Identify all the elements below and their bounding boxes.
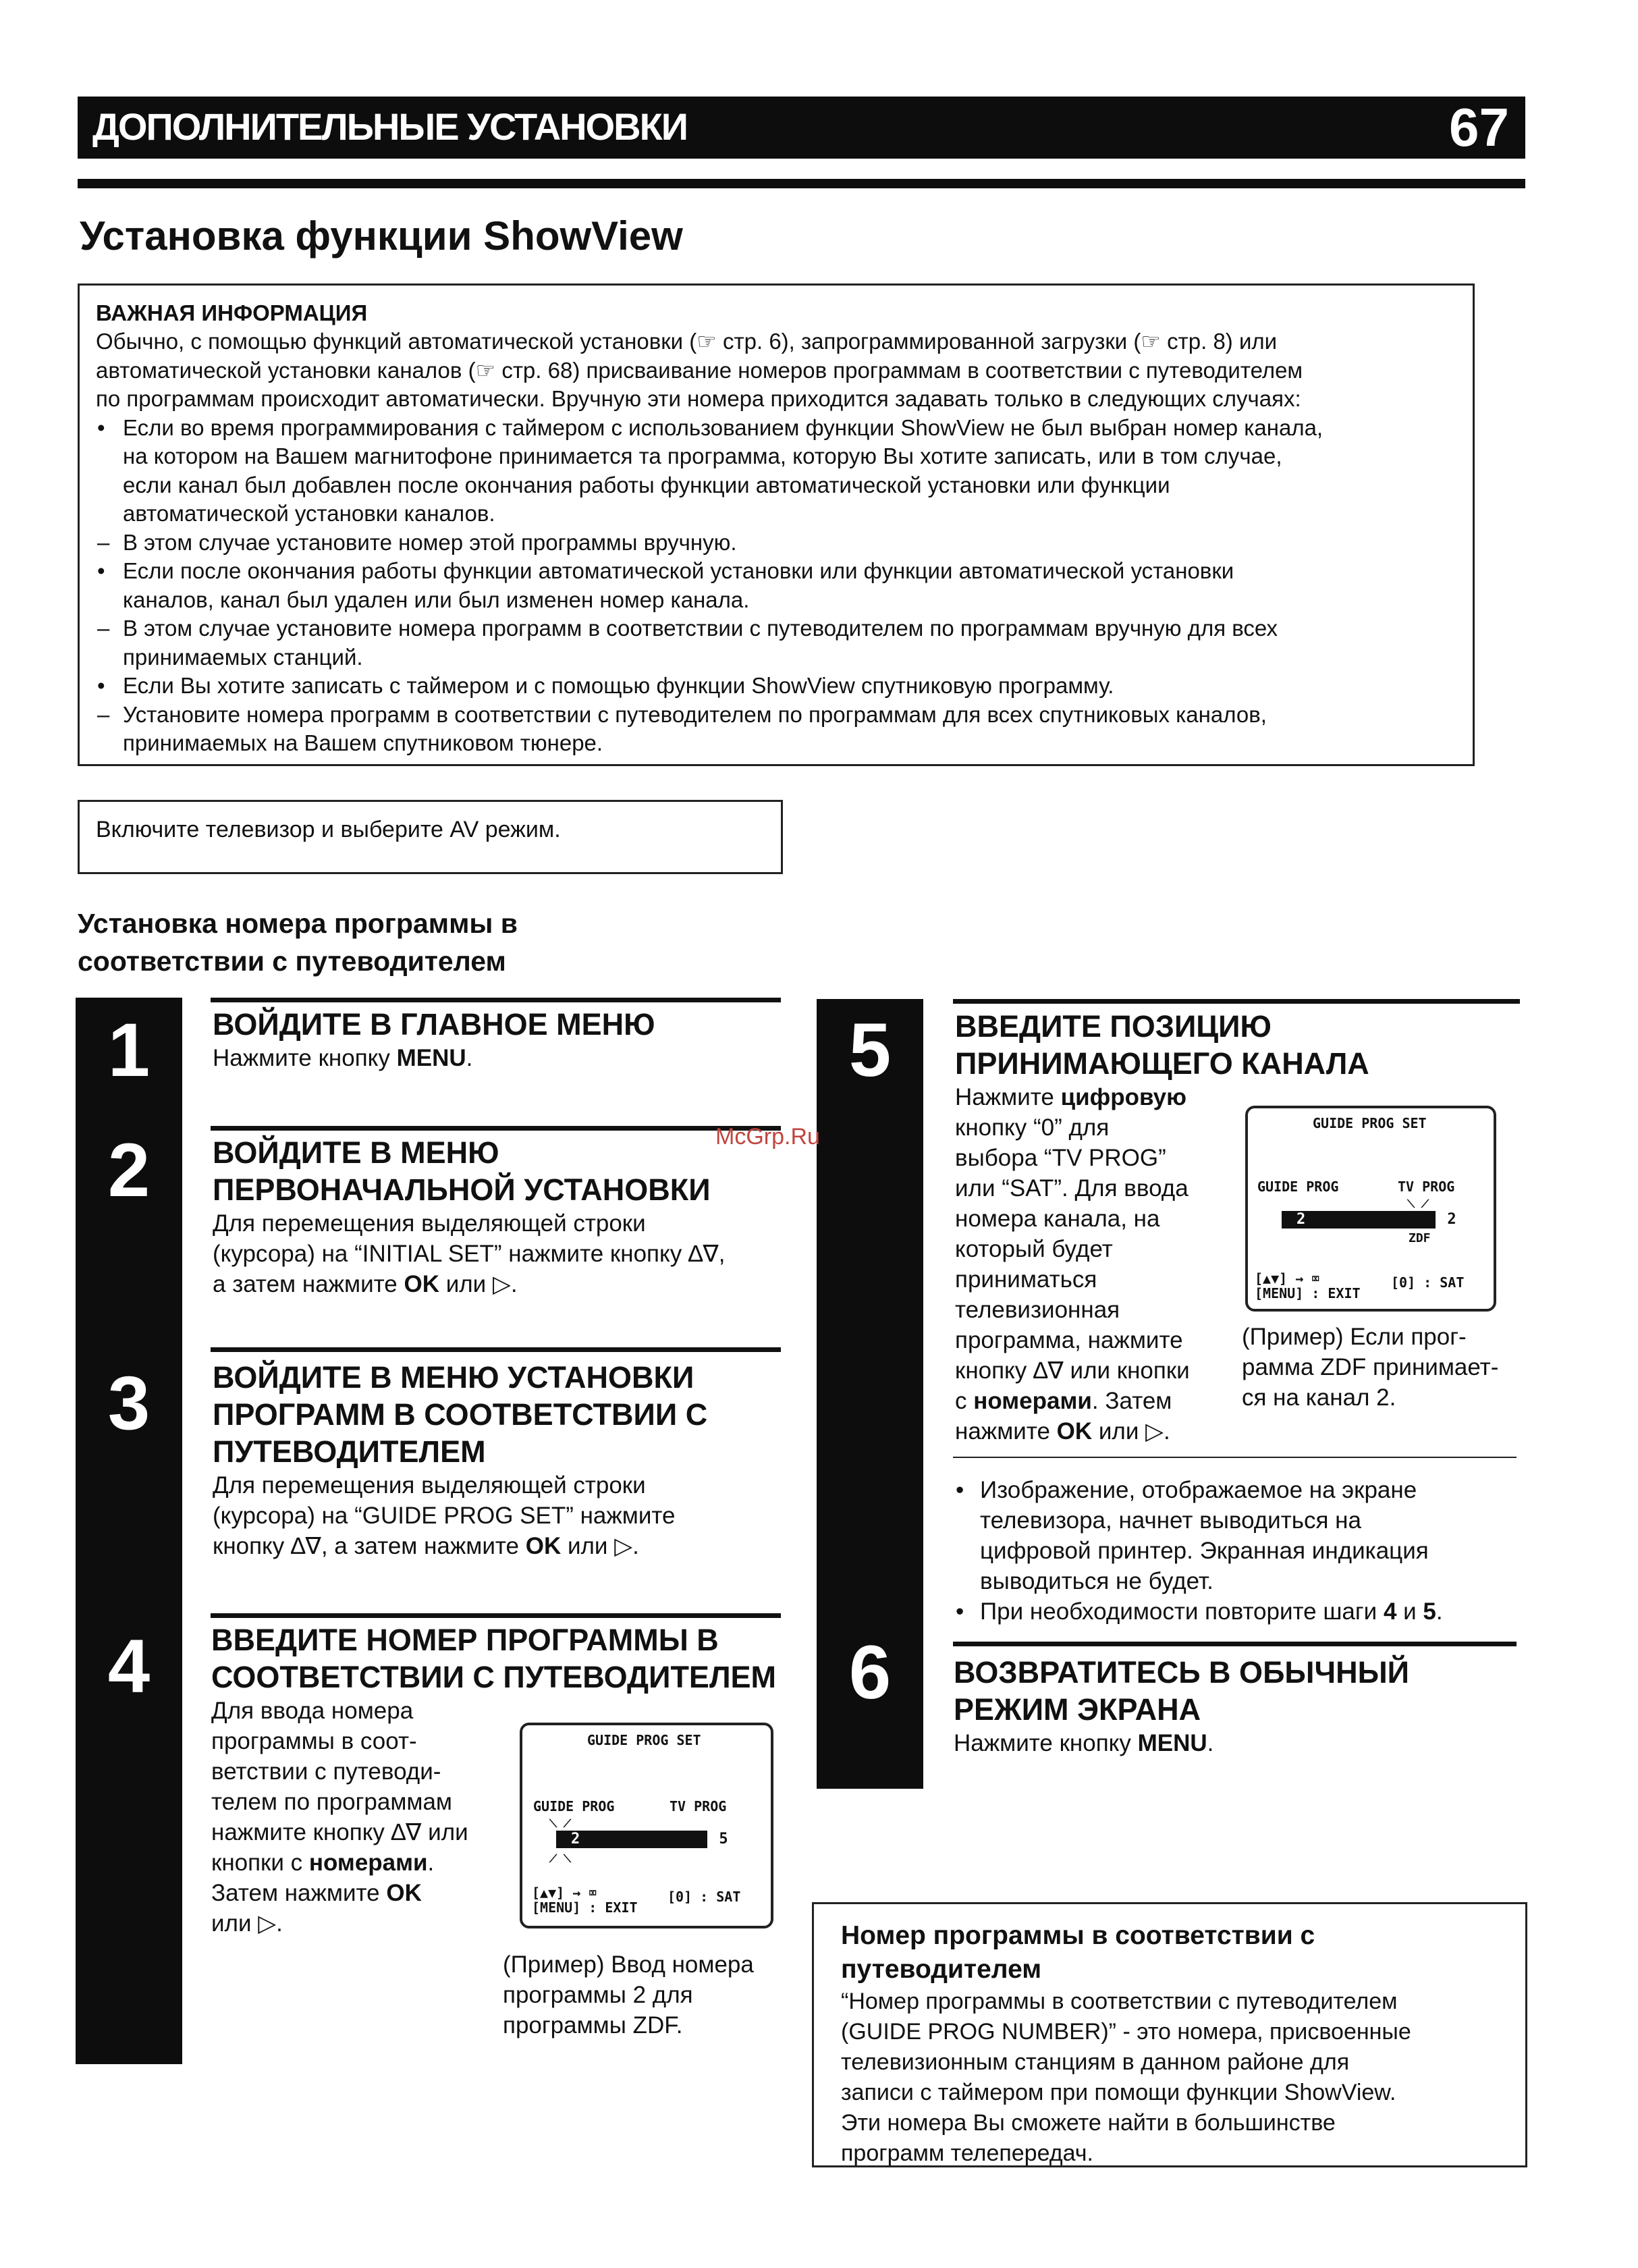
guide-prog-screen-example-2: GUIDE PROG SET GUIDE PROG TV PROG ⟍ ⟋ 2 2 ZDF [▲▼] → ⌧ [MENU] : EXIT [0] : SAT <box>1245 1106 1496 1312</box>
step-6 <box>954 1654 1409 1758</box>
page-number: 67 <box>1449 97 1509 157</box>
important-intro-1: Обычно, с помощью функций автоматической установки (☞ стр. 6), запрограммированной загрузки (☞ стр. 8) или <box>96 329 1278 354</box>
step-4-title-1: ВВЕДИТЕ НОМЕР ПРОГРАММЫ В <box>211 1623 719 1657</box>
header-bar <box>78 97 1525 159</box>
step-6-body: Нажмите кнопку MENU. <box>954 1730 1214 1756</box>
step-1-rule <box>211 998 781 1002</box>
step-1-title: ВОЙДИТЕ В ГЛАВНОЕ МЕНЮ <box>213 1007 655 1042</box>
list-item: – В этом случае установите номера программ в соответствии с путеводителем по программам вручную для всех принимаемых станций. <box>97 616 1278 670</box>
tv-note-box <box>78 800 783 874</box>
important-heading: ВАЖНАЯ ИНФОРМАЦИЯ <box>96 300 368 325</box>
step-4-rule <box>211 1613 781 1618</box>
step-1 <box>213 1006 655 1073</box>
guide-prog-screen-example-1: GUIDE PROG SET GUIDE PROG TV PROG ⟍ ⟋ 2 5 ⟋ ⟍ [▲▼] → ⌧ [MENU] : EXIT [0] : SAT <box>520 1723 773 1928</box>
step-number-4: 4 <box>107 1624 151 1708</box>
important-intro-2: автоматической установки каналов (☞ стр. 68) присваивание номеров программам в соответствии с путеводителем <box>96 357 1303 383</box>
watermark-text: McGrp.Ru <box>715 1124 820 1150</box>
page-title: Установка функции ShowView <box>80 213 683 259</box>
step-number-6: 6 <box>848 1630 892 1714</box>
list-item: – В этом случае установите номер этой программы вручную. <box>97 529 737 555</box>
tv-note: Включите телевизор и выберите AV режим. <box>96 817 561 842</box>
step-5-title-2: ПРИНИМАЮЩЕГО КАНАЛА <box>955 1046 1369 1081</box>
step-6-title-2: РЕЖИМ ЭКРАНА <box>954 1692 1201 1727</box>
step-2: ВОЙДИТЕ В МЕНЮ ПЕРВОНАЧАЛЬНОЙ УСТАНОВКИ Для перемещения выделяющей строки (курсора) на “INITIAL SET” нажмите кнопку ∆∇, а затем нажмите OK или ▷. <box>213 1135 726 1297</box>
step-number-5: 5 <box>848 1008 892 1092</box>
note-item: • Изображение, отображаемое на экране телевизора, начнет выводиться на цифровой принтер. Экранная индикация выводиться не будет. <box>956 1477 1429 1594</box>
step-6-rule <box>953 1642 1517 1646</box>
notes <box>953 1475 1513 1627</box>
info-box-title-2: путеводителем <box>841 1955 1042 1984</box>
step-2-title-1: ВОЙДИТЕ В МЕНЮ <box>213 1135 499 1170</box>
step-2-title-2: ПЕРВОНАЧАЛЬНОЙ УСТАНОВКИ <box>213 1172 711 1207</box>
info-box-title-1: Номер программы в соответствии с <box>841 1921 1315 1950</box>
step-column-right <box>817 999 923 1789</box>
step-5-rule <box>953 999 1520 1004</box>
important-info-box <box>78 284 1475 766</box>
list-item: • Если во время программирования с таймером с использованием функции ShowView не был выбран номер канала, на котором на Вашем магнитофоне принимается та программа, которую Вы хотите записать, или в том случае, если канал был добавлен после окончания работы функции автоматической установки или функции автоматической установки каналов. <box>97 414 1323 526</box>
list-item: • Если Вы хотите записать с таймером и с помощью функции ShowView спутниковую программу. <box>97 673 1114 698</box>
important-intro-3: по программам происходит автоматически. Вручную эти номера приходится задавать только в следующих случаях: <box>96 386 1301 411</box>
header-title: ДОПОЛНИТЕЛЬНЫЕ УСТАНОВКИ <box>92 105 688 148</box>
step-3-rule <box>211 1347 781 1352</box>
step-5-caption: (Пример) Если прог- рамма ZDF принимает- ся на канал 2. <box>1242 1324 1499 1411</box>
step-3: ВОЙДИТЕ В МЕНЮ УСТАНОВКИ ПРОГРАММ В СООТВЕТСТВИИ С ПУТЕВОДИТЕЛЕМ Для перемещения выделяющей строки (курсора) на “GUIDE PROG SET” нажмите кнопку ∆∇, а затем нажмите OK или ▷. <box>213 1360 708 1559</box>
list-item: – Установите номера программ в соответствии с путеводителем по программам для всех спутниковых каналов, принимаемых на Вашем спутниковом тюнере. <box>97 701 1267 755</box>
step-5-title-1: ВВЕДИТЕ ПОЗИЦИЮ <box>955 1009 1272 1044</box>
tv-prog-cursor-bar: 2 2 <box>1282 1211 1468 1228</box>
guide-prog-cursor-bar: 2 5 <box>556 1831 740 1848</box>
step-6-title-1: ВОЗВРАТИТЕСЬ В ОБЫЧНЫЙ <box>954 1655 1409 1690</box>
step-4: ВВЕДИТЕ НОМЕР ПРОГРАММЫ В СООТВЕТСТВИИ С ПУТЕВОДИТЕЛЕМ Для ввода номера программы в соот- ветствии с путеводи- телем по программам нажмите кнопку ∆∇ или кнопки с номерами. Затем нажмите OK или ▷. <box>211 1623 777 1937</box>
step-3-title-2: ПРОГРАММ В СООТВЕТСТВИИ С <box>213 1397 708 1432</box>
note-item: • При необходимости повторите шаги 4 и 5. <box>956 1598 1443 1625</box>
guide-prog-number-info-box: Номер программы в соответствии с путеводителем “Номер программы в соответствии с путеводителем (GUIDE PROG NUMBER)” - это номера, присвоенные телевизионным станциям в данном районе для записи с таймером при помощи функции ShowView. Эти номера Вы сможете найти в большинстве программ телепередач. <box>812 1902 1527 2167</box>
step-4-caption: (Пример) Ввод номера программы 2 для программы ZDF. <box>503 1951 754 2039</box>
step-5: ВВЕДИТЕ ПОЗИЦИЮ ПРИНИМАЮЩЕГО КАНАЛА Нажмите цифровую кнопку “0” для выбора “TV PROG” или “SAT”. Для ввода номера канала, на который будет приниматься телевизионная программа, нажмите кнопку ∆∇ или кнопки с номерами. Затем нажмите OK или ▷. <box>955 1009 1369 1444</box>
step-3-title-1: ВОЙДИТЕ В МЕНЮ УСТАНОВКИ <box>213 1360 694 1395</box>
section-title: Установка номера программы в соответствии с путеводителем <box>78 908 518 977</box>
step-3-title-3: ПУТЕВОДИТЕЛЕМ <box>213 1434 486 1469</box>
step-column-left <box>76 998 182 2064</box>
step-4-title-2: СООТВЕТСТВИИ С ПУТЕВОДИТЕЛЕМ <box>211 1660 777 1694</box>
list-item: • Если после окончания работы функции автоматической установки или функции автоматической установки каналов, канал был удален или был изменен номер канала. <box>97 558 1234 612</box>
step-number-1: 1 <box>107 1008 151 1092</box>
step-2-rule <box>211 1126 781 1131</box>
header-rule <box>78 179 1525 188</box>
step-number-3: 3 <box>107 1361 151 1445</box>
notes-rule <box>953 1457 1517 1458</box>
step-number-2: 2 <box>107 1128 151 1212</box>
step-1-body: Нажмите кнопку MENU. <box>213 1045 473 1071</box>
